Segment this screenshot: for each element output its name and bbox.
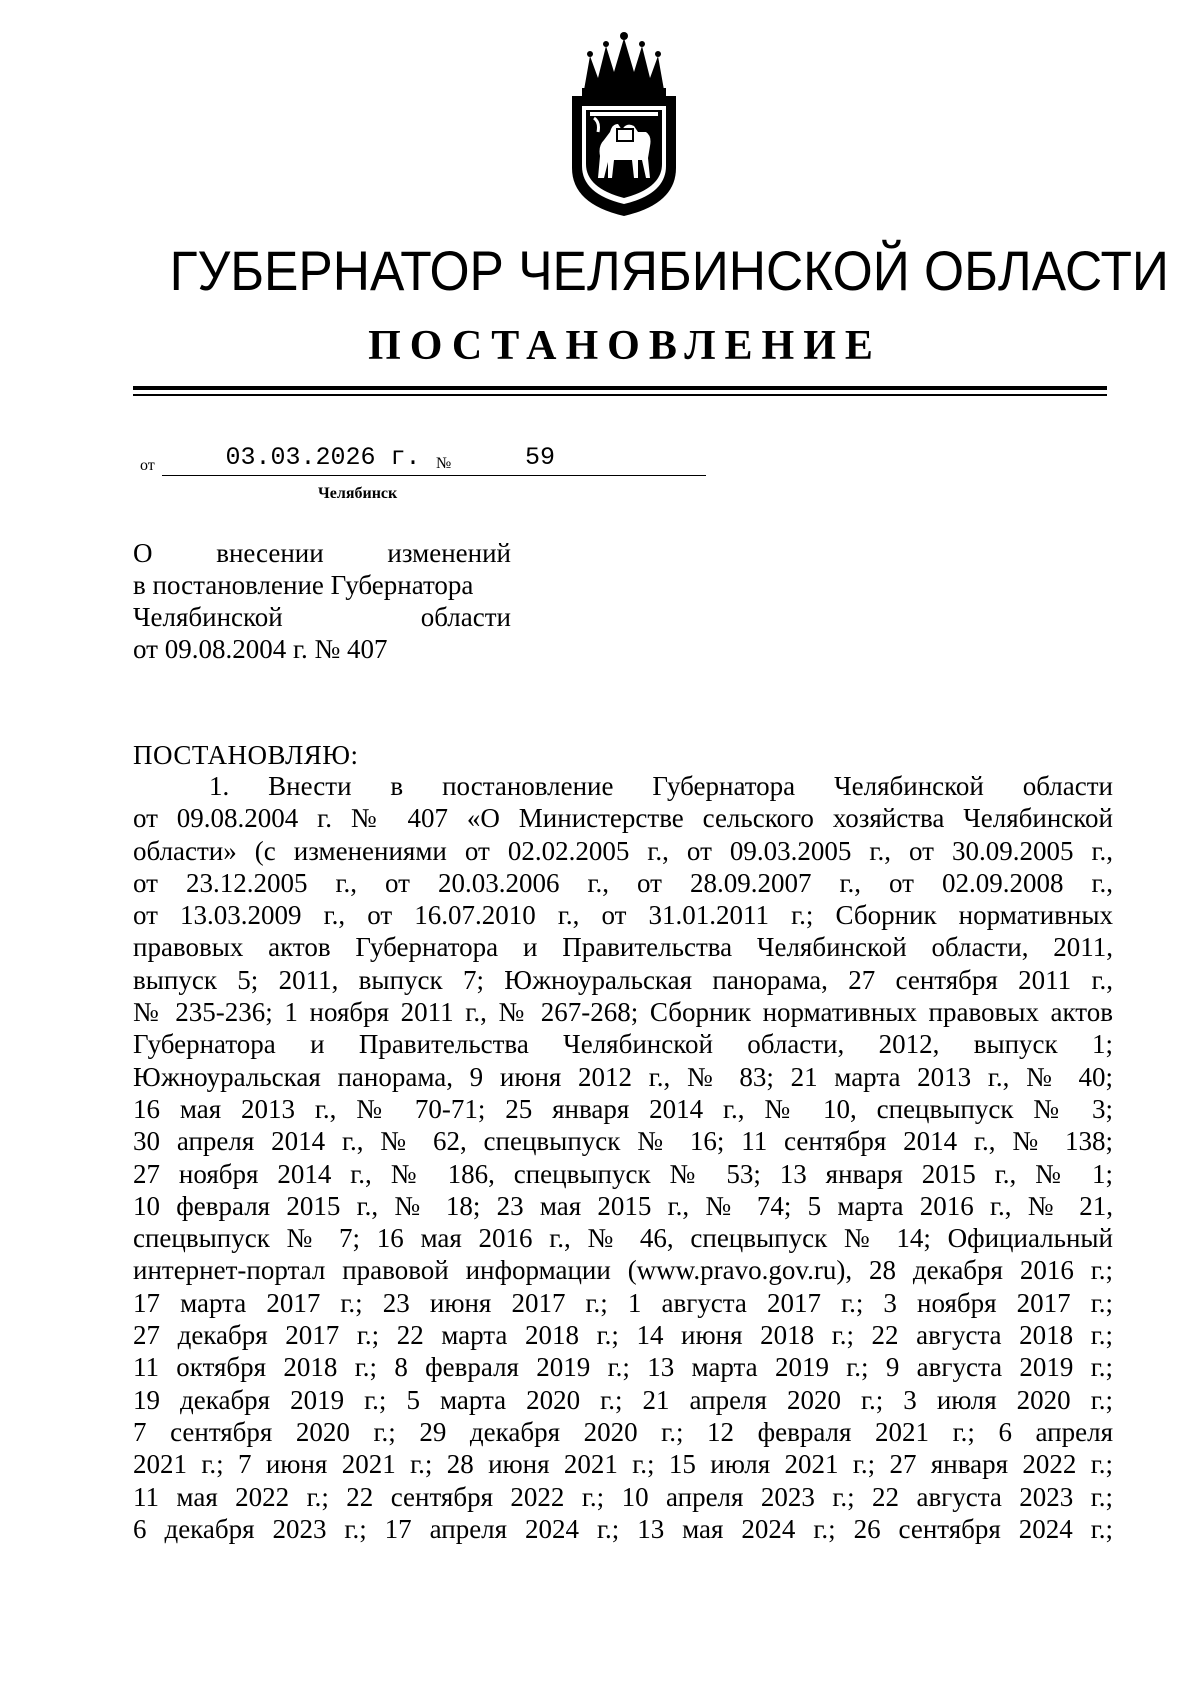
subject-line: Челябинской области <box>133 602 511 632</box>
body-line: области» (с изменениями от 02.02.2005 г., от 09.03.2005 г., от 30.09.2005 г., <box>133 835 1113 866</box>
body-line: от 23.12.2005 г., от 20.03.2006 г., от 28.09.2007 г., от 02.09.2008 г., <box>133 867 1113 898</box>
document-subject <box>133 537 511 665</box>
subject-line: в постановление Губернатора <box>133 570 474 600</box>
number-label: № <box>436 455 452 472</box>
body-line: 1. Внести в постановление Губернатора Челябинской области <box>209 771 1113 801</box>
decree-word: ПОСТАНОВЛЯЮ: <box>133 740 359 770</box>
body-line: 16 мая 2013 г., № 70-71; 25 января 2014 г., № 10, спецвыпуск № 3; <box>133 1093 1113 1124</box>
subject-line: от 09.08.2004 г. № 407 <box>133 634 388 664</box>
city-name: Челябинск <box>318 485 398 502</box>
body-line: от 09.08.2004 г. № 407 «О Министерстве сельского хозяйства Челябинской <box>133 803 1113 834</box>
body-line: правовых актов Губернатора и Правительства Челябинской области, 2011, <box>133 932 1113 963</box>
body-line: 27 декабря 2017 г.; 22 марта 2018 г.; 14 июня 2018 г.; 22 августа 2018 г.; <box>133 1320 1113 1351</box>
body-text <box>133 770 1113 1545</box>
body-line: интернет-портал правовой информации (www.pravo.gov.ru), 28 декабря 2016 г.; <box>133 1255 1113 1286</box>
body-line: 19 декабря 2019 г.; 5 марта 2020 г.; 21 апреля 2020 г.; 3 июля 2020 г.; <box>133 1384 1113 1415</box>
body-line: Губернатора и Правительства Челябинской области, 2012, выпуск 1; <box>133 1029 1113 1060</box>
body-line: 11 мая 2022 г.; 22 сентября 2022 г.; 10 апреля 2023 г.; 22 августа 2023 г.; <box>133 1481 1113 1512</box>
body-line: № 235-236; 1 ноября 2011 г., № 267-268; Сборник нормативных правовых актов <box>133 997 1113 1028</box>
body-line: 30 апреля 2014 г., № 62, спецвыпуск № 16; 11 сентября 2014 г., № 138; <box>133 1126 1113 1157</box>
body-line: спецвыпуск № 7; 16 мая 2016 г., № 46, спецвыпуск № 14; Официальный <box>133 1223 1113 1254</box>
body-line: 27 ноября 2014 г., № 186, спецвыпуск № 53; 13 января 2015 г., № 1; <box>133 1158 1113 1189</box>
registration-line <box>140 443 580 479</box>
date-underline <box>162 475 462 476</box>
body-line: Южноуральская панорама, 9 июня 2012 г., № 83; 21 марта 2013 г., № 40; <box>133 1061 1113 1092</box>
body-line: от 13.03.2009 г., от 16.07.2010 г., от 31.01.2011 г.; Сборник нормативных <box>133 900 1113 931</box>
header-divider-thick <box>133 386 1107 390</box>
subject-line: О внесении изменений <box>133 538 511 568</box>
body-line: 2021 г.; 7 июня 2021 г.; 28 июня 2021 г.; 15 июля 2021 г.; 27 января 2022 г.; <box>133 1449 1113 1480</box>
chelyabinsk-coat-of-arms-icon <box>554 28 694 218</box>
header-divider-thin <box>133 394 1107 396</box>
from-label: от <box>140 457 155 474</box>
document-type: ПОСТАНОВЛЕНИЕ <box>368 323 882 369</box>
organization-name: ГУБЕРНАТОР ЧЕЛЯБИНСКОЙ ОБЛАСТИ <box>169 239 1169 302</box>
number-underline <box>460 475 706 476</box>
body-line: 17 марта 2017 г.; 23 июня 2017 г.; 1 августа 2017 г.; 3 ноября 2017 г.; <box>133 1287 1113 1318</box>
body-line: 11 октября 2018 г.; 8 февраля 2019 г.; 13 марта 2019 г.; 9 августа 2019 г.; <box>133 1352 1113 1383</box>
body-line: 10 февраля 2015 г., № 18; 23 мая 2015 г., № 74; 5 марта 2016 г., № 21, <box>133 1190 1113 1221</box>
body-line: 6 декабря 2023 г.; 17 апреля 2024 г.; 13 мая 2024 г.; 26 сентября 2024 г.; <box>133 1513 1113 1544</box>
document-date: 03.03.2026 г. <box>225 443 421 472</box>
body-line: выпуск 5; 2011, выпуск 7; Южноуральская панорама, 27 сентября 2011 г., <box>133 964 1113 995</box>
body-line: 7 сентября 2020 г.; 29 декабря 2020 г.; 12 февраля 2021 г.; 6 апреля <box>133 1416 1113 1447</box>
document-number: 59 <box>524 443 555 472</box>
